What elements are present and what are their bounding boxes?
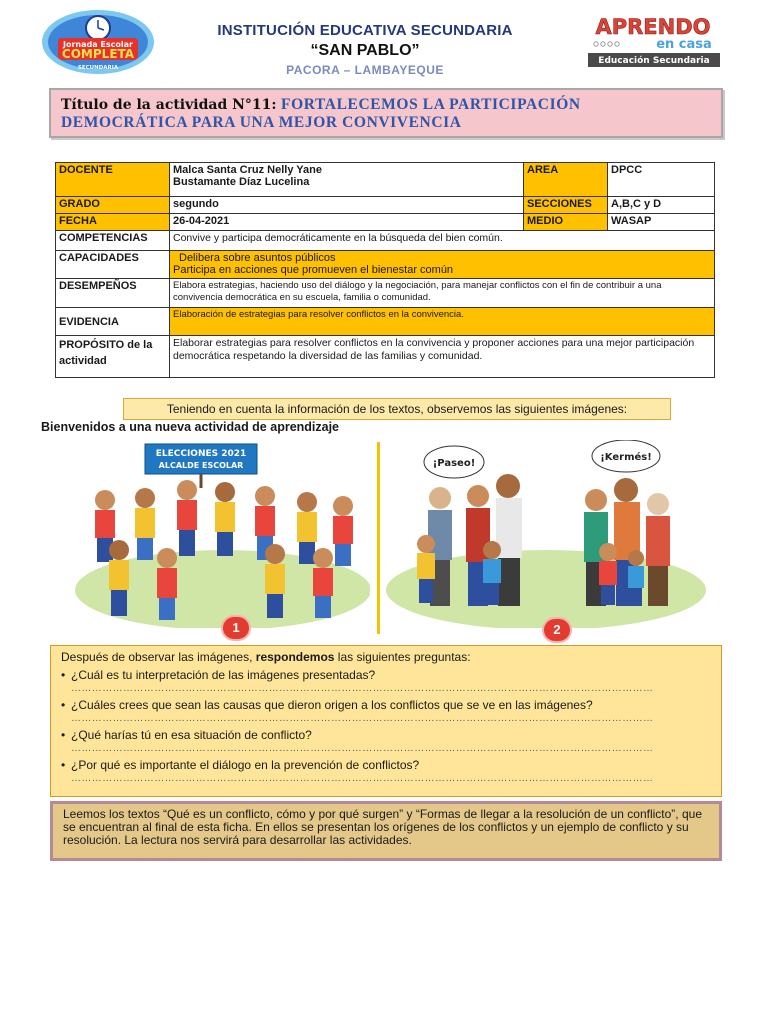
capacidades-label: CAPACIDADES xyxy=(56,251,170,279)
bullet-icon: • xyxy=(61,698,66,712)
aprendo-en-casa-logo xyxy=(584,14,722,70)
svg-text:¡Kermés!: ¡Kermés! xyxy=(600,452,652,463)
area-label: AREA xyxy=(524,163,608,197)
docente-name-2: Bustamante Díaz Lucelina xyxy=(173,176,310,188)
answer-line[interactable]: …………………………………………………………………………………………………………………………………………………… xyxy=(71,773,654,784)
jornada-escolar-completa-logo xyxy=(40,8,156,76)
question-text: ¿Cuál es tu interpretación de las imágenes presentadas? xyxy=(71,668,376,682)
image-number-badge-2: 2 xyxy=(544,619,570,641)
svg-text:COMPLETA: COMPLETA xyxy=(61,47,135,61)
docente-value xyxy=(170,163,524,197)
competencias-value: Convive y participa democráticamente en la búsqueda del bien común. xyxy=(170,231,715,251)
activity-title: FORTALECEMOS LA PARTICIPACIÓN DEMOCRÁTICA PARA UNA MEJOR CONVIVENCIA xyxy=(61,96,581,131)
school-location: PACORA – LAMBAYEQUE xyxy=(286,63,444,77)
svg-text:ALCALDE ESCOLAR: ALCALDE ESCOLAR xyxy=(158,461,244,470)
list-item xyxy=(61,728,711,755)
image-number-badge-1: 1 xyxy=(223,617,249,639)
family-dialogue-illustration xyxy=(386,440,706,628)
fecha-label: FECHA xyxy=(56,214,170,231)
table-row xyxy=(56,336,715,378)
images-intro-strip: Teniendo en cuenta la información de los textos, observemos las siguientes imágenes: xyxy=(123,398,671,420)
secciones-label: SECCIONES xyxy=(524,197,608,214)
capacidades-value xyxy=(170,251,715,279)
list-item xyxy=(61,698,711,725)
table-row xyxy=(56,279,715,308)
grado-value: segundo xyxy=(170,197,524,214)
table-row xyxy=(56,231,715,251)
competencias-label: COMPETENCIAS xyxy=(56,231,170,251)
medio-value: WASAP xyxy=(608,214,715,231)
bullet-icon: • xyxy=(61,728,66,742)
desempenos-label: DESEMPEÑOS xyxy=(56,279,170,308)
fecha-value: 26-04-2021 xyxy=(170,214,524,231)
secciones-value: A,B,C y D xyxy=(608,197,715,214)
school-name: “SAN PABLO” xyxy=(310,42,420,59)
svg-text:Educación Secundaria: Educación Secundaria xyxy=(598,56,710,66)
proposito-value: Elaborar estrategias para resolver conflictos en la convivencia y proponer acciones para una mejor participación democrática respetando la diversidad de las familias y comunidad. xyxy=(170,336,715,378)
bullet-icon: • xyxy=(61,668,66,682)
svg-text:ELECCIONES 2021: ELECCIONES 2021 xyxy=(155,449,247,459)
institution-title: INSTITUCIÓN EDUCATIVA SECUNDARIA xyxy=(217,22,513,39)
grado-label: GRADO xyxy=(56,197,170,214)
activity-info-table xyxy=(55,162,715,378)
svg-text:SECUNDARIA: SECUNDARIA xyxy=(77,65,119,71)
bullet-icon: • xyxy=(61,758,66,772)
evidencia-value: Elaboración de estrategias para resolver conflictos en la convivencia. xyxy=(170,308,715,336)
svg-text:en casa: en casa xyxy=(656,37,712,52)
capacidad-2: Participa en acciones que promueven el bienestar común xyxy=(173,264,454,276)
evidencia-label: EVIDENCIA xyxy=(56,308,170,336)
activity-title-lead: Título de la actividad N°11: xyxy=(61,97,277,113)
activity-title-box xyxy=(49,88,723,138)
svg-text:¡Paseo!: ¡Paseo! xyxy=(432,458,476,469)
docente-name-1: Malca Santa Cruz Nelly Yane xyxy=(173,164,322,176)
proposito-label: PROPÓSITO de la actividad xyxy=(56,336,170,378)
table-row xyxy=(56,197,715,214)
school-election-illustration xyxy=(75,440,370,628)
list-item xyxy=(61,668,711,695)
svg-text:APRENDO: APRENDO xyxy=(595,15,711,39)
answer-line[interactable]: …………………………………………………………………………………………………………………………………………………… xyxy=(71,713,654,724)
table-row xyxy=(56,308,715,336)
table-row xyxy=(56,214,715,231)
illustration-divider xyxy=(377,442,380,634)
answer-line[interactable]: …………………………………………………………………………………………………………………………………………………… xyxy=(71,683,654,694)
area-value: DPCC xyxy=(608,163,715,197)
questions-intro: Después de observar las imágenes, respondemos las siguientes preguntas: xyxy=(61,650,471,664)
medio-label: MEDIO xyxy=(524,214,608,231)
question-text: ¿Por qué es importante el diálogo en la prevención de conflictos? xyxy=(71,758,420,772)
question-text: ¿Cuáles crees que sean las causas que dieron origen a los conflictos que se ve en las imágenes? xyxy=(71,698,593,712)
desempenos-value: Elabora estrategias, haciendo uso del diálogo y la negociación, para manejar conflictos con el fin de contribuir a una convivencia democrática en su escuela, familia o comunidad. xyxy=(170,279,715,308)
answer-line[interactable]: …………………………………………………………………………………………………………………………………………………… xyxy=(71,743,654,754)
reflection-questions-box xyxy=(50,645,722,797)
list-item xyxy=(61,758,711,785)
question-text: ¿Qué harías tú en esa situación de conflicto? xyxy=(71,728,312,742)
docente-label: DOCENTE xyxy=(56,163,170,197)
svg-text:Jornada Escolar: Jornada Escolar xyxy=(63,40,133,49)
welcome-heading: Bienvenidos a una nueva actividad de aprendizaje xyxy=(41,420,340,434)
capacidad-1: Delibera sobre asuntos públicos xyxy=(179,252,336,264)
table-row xyxy=(56,163,715,197)
table-row xyxy=(56,251,715,279)
reading-instructions-box: Leemos los textos “Qué es un conflicto, cómo y por qué surgen” y “Formas de llegar a la resolución de un conflicto”, que se encuentran al final de esta ficha. En ellos se presentan los orígenes de los conflictos y un ejemplo de conflicto y su resolución. La lectura nos servirá para desarrollar las actividades. xyxy=(50,801,722,861)
questions-list xyxy=(61,668,711,785)
